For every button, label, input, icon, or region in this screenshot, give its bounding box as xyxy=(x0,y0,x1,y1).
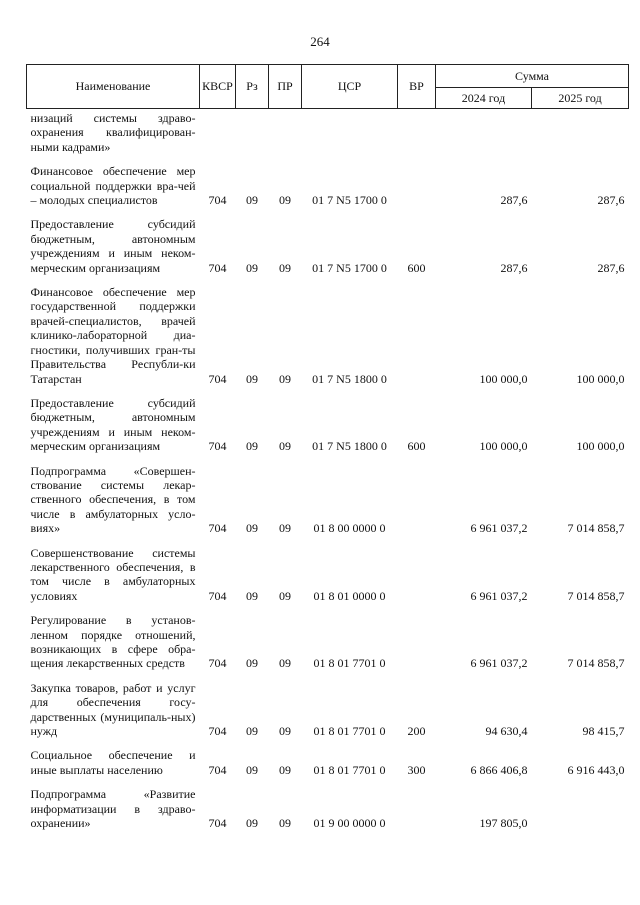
row-rz: 09 xyxy=(246,521,258,536)
row-kvsr: 704 xyxy=(208,816,227,831)
row-kvsr: 704 xyxy=(208,656,227,671)
header-csr: ЦСР xyxy=(302,65,398,109)
row-pr: 09 xyxy=(279,588,291,603)
row-sum-2025: 287,6 xyxy=(597,260,625,275)
table-row xyxy=(27,388,629,456)
row-sum-2024: 100 000,0 xyxy=(479,371,528,386)
row-name: Финансовое обеспечение мер социальной поддержки вра-чей – молодых специалистов xyxy=(30,164,196,208)
header-year-2024: 2024 год xyxy=(436,88,532,109)
row-vr xyxy=(398,277,436,388)
row-vr xyxy=(398,538,436,606)
header-pr: ПР xyxy=(269,65,302,109)
row-vr: 200 xyxy=(407,724,426,739)
table-row xyxy=(27,779,629,832)
row-pr: 09 xyxy=(279,260,291,275)
row-vr xyxy=(398,156,436,209)
row-kvsr: 704 xyxy=(208,439,227,454)
row-name: Подпрограмма «Развитие информатизации в здраво-охранении» xyxy=(30,787,196,831)
row-csr: 01 9 00 0000 0 xyxy=(313,816,386,831)
row-pr xyxy=(269,109,302,157)
table-row xyxy=(27,156,629,209)
row-kvsr: 704 xyxy=(208,260,227,275)
row-sum-2024: 197 805,0 xyxy=(479,816,528,831)
budget-table xyxy=(26,64,629,832)
row-kvsr: 704 xyxy=(208,724,227,739)
row-vr xyxy=(398,605,436,673)
row-name: Социальное обеспечение и иные выплаты населению xyxy=(30,748,196,777)
row-csr: 01 7 N5 1800 0 xyxy=(312,439,387,454)
row-rz: 09 xyxy=(246,439,258,454)
row-sum-2025: 7 014 858,7 xyxy=(567,656,625,671)
row-sum-2024: 287,6 xyxy=(500,260,528,275)
row-sum-2024: 6 961 037,2 xyxy=(470,656,528,671)
row-rz: 09 xyxy=(246,260,258,275)
row-pr: 09 xyxy=(279,762,291,777)
row-kvsr: 704 xyxy=(208,371,227,386)
row-pr: 09 xyxy=(279,439,291,454)
row-csr: 01 7 N5 1700 0 xyxy=(312,193,387,208)
table-row xyxy=(27,740,629,779)
row-csr: 01 8 01 7701 0 xyxy=(313,656,386,671)
row-sum-2024: 6 961 037,2 xyxy=(470,588,528,603)
row-sum-2024: 100 000,0 xyxy=(479,439,528,454)
table-row xyxy=(27,277,629,388)
row-rz: 09 xyxy=(246,762,258,777)
table-row xyxy=(27,673,629,741)
row-pr: 09 xyxy=(279,816,291,831)
row-rz: 09 xyxy=(246,656,258,671)
row-csr xyxy=(302,109,398,157)
row-sum-2025: 100 000,0 xyxy=(576,439,625,454)
row-kvsr: 704 xyxy=(208,193,227,208)
row-csr: 01 8 01 7701 0 xyxy=(313,762,386,777)
row-sum-2024: 287,6 xyxy=(500,193,528,208)
row-pr: 09 xyxy=(279,521,291,536)
header-name: Наименование xyxy=(27,65,200,109)
row-sum-2024 xyxy=(436,109,532,157)
header-rz: Рз xyxy=(236,65,269,109)
row-csr: 01 8 00 0000 0 xyxy=(313,521,386,536)
header-year-2025: 2025 год xyxy=(532,88,629,109)
row-kvsr xyxy=(200,109,236,157)
row-name: Предоставление субсидий бюджетным, автономным учреждениям и иным неком-мерческим организациям xyxy=(30,395,196,454)
row-sum-2025: 100 000,0 xyxy=(576,371,625,386)
row-csr: 01 7 N5 1800 0 xyxy=(312,371,387,386)
row-name: Закупка товаров, работ и услуг для обеспечения госу-дарственных (муниципаль-ных) нужд xyxy=(30,680,196,739)
row-vr xyxy=(398,779,436,832)
row-vr: 600 xyxy=(407,260,426,275)
row-rz: 09 xyxy=(246,816,258,831)
row-sum-2025: 7 014 858,7 xyxy=(567,588,625,603)
header-sum: Сумма xyxy=(436,65,629,88)
row-vr: 300 xyxy=(407,762,426,777)
row-kvsr: 704 xyxy=(208,588,227,603)
table-row xyxy=(27,209,629,277)
row-kvsr: 704 xyxy=(208,521,227,536)
row-rz: 09 xyxy=(246,724,258,739)
row-sum-2025: 287,6 xyxy=(597,193,625,208)
row-pr: 09 xyxy=(279,193,291,208)
row-vr xyxy=(398,456,436,538)
table-row xyxy=(27,456,629,538)
row-rz: 09 xyxy=(246,371,258,386)
row-csr: 01 8 01 7701 0 xyxy=(313,724,386,739)
row-name: Подпрограмма «Совершен-ствование системы лекар-ственного обеспечения, в том числе в амбулаторных усло-виях» xyxy=(30,463,196,536)
table-body xyxy=(27,109,629,833)
header-kvsr: КВСР xyxy=(200,65,236,109)
row-csr: 01 8 01 0000 0 xyxy=(313,588,386,603)
page-number: 264 xyxy=(310,34,330,49)
row-sum-2025: 98 415,7 xyxy=(582,724,625,739)
row-sum-2024: 6 961 037,2 xyxy=(470,521,528,536)
table-row xyxy=(27,538,629,606)
row-vr: 600 xyxy=(407,439,426,454)
row-pr: 09 xyxy=(279,656,291,671)
table-row xyxy=(27,605,629,673)
row-pr: 09 xyxy=(279,371,291,386)
row-rz: 09 xyxy=(246,588,258,603)
row-name: Совершенствование системы лекарственного обеспечения, в том числе в амбулаторных условиях xyxy=(30,545,196,603)
row-rz xyxy=(236,109,269,157)
row-name: Предоставление субсидий бюджетным, автономным учреждениям и иным неком-мерческим организациям xyxy=(30,217,196,275)
row-sum-2025 xyxy=(532,109,629,157)
table-header xyxy=(27,65,629,109)
row-name: Финансовое обеспечение мер государственной поддержки врачей-специалистов, врачей клинико-лабораторной диа-гностики, получивших гран-ты Правительства Республи-ки Татарстан xyxy=(30,285,196,386)
row-kvsr: 704 xyxy=(208,762,227,777)
row-name: низаций системы здраво-охранения квалифицирован-ными кадрами» xyxy=(30,111,196,154)
header-vr: ВР xyxy=(398,65,436,109)
row-rz: 09 xyxy=(246,193,258,208)
row-pr: 09 xyxy=(279,724,291,739)
row-name: Регулирование в установ-ленном порядке отношений, возникающих в сфере обра-щения лекарственных средств xyxy=(30,613,196,671)
row-vr xyxy=(398,109,436,157)
row-sum-2024: 6 866 406,8 xyxy=(470,762,528,777)
row-sum-2024: 94 630,4 xyxy=(485,724,528,739)
row-sum-2025: 7 014 858,7 xyxy=(567,521,625,536)
table-row xyxy=(27,109,629,157)
row-csr: 01 7 N5 1700 0 xyxy=(312,260,387,275)
row-sum-2025: 6 916 443,0 xyxy=(567,762,625,777)
row-sum-2025 xyxy=(532,779,629,832)
